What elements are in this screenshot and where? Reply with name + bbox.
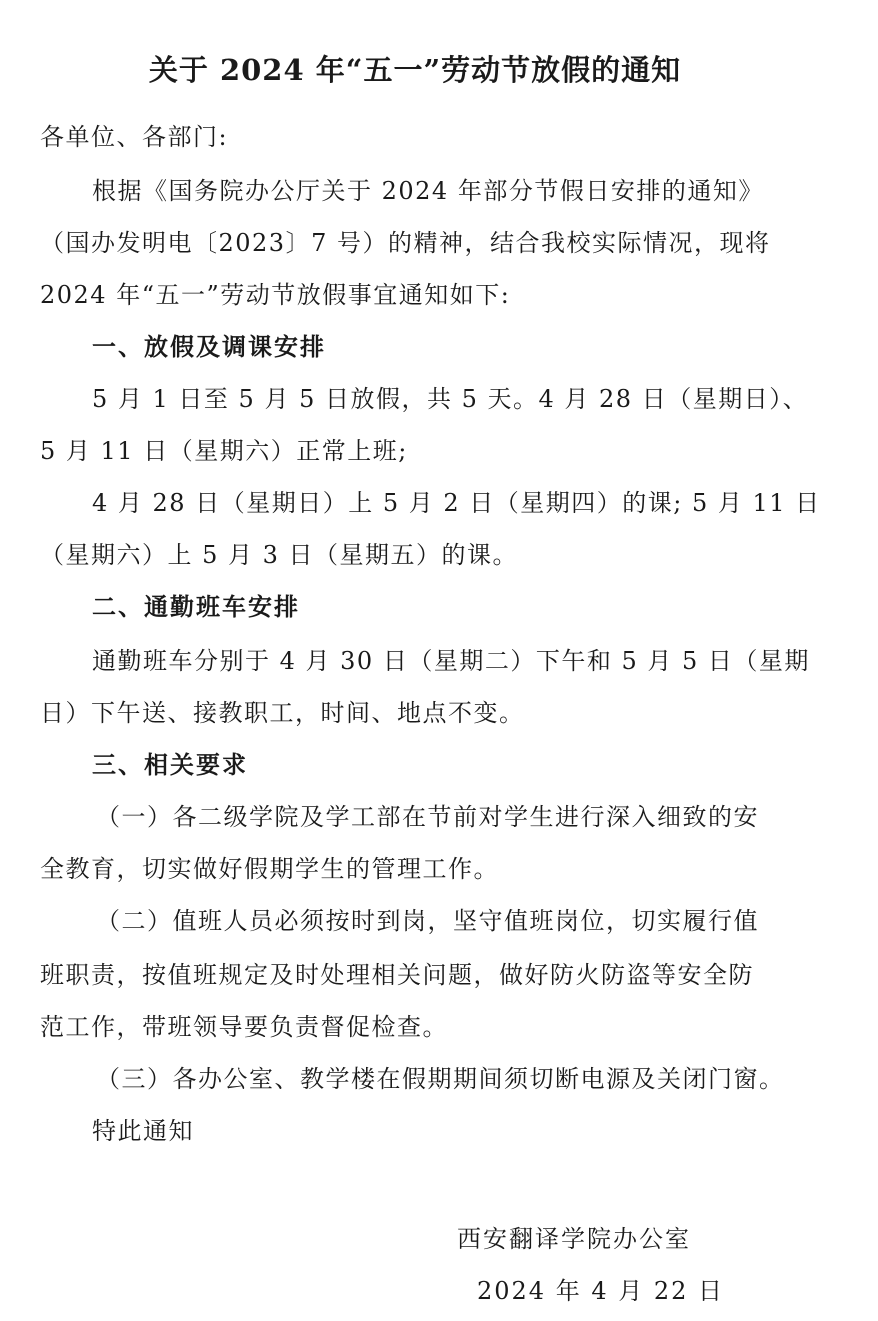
section-1-line-4: （星期六）上 5 月 3 日（星期五）的课。: [40, 541, 519, 569]
issuer-signature: 西安翻译学院办公室: [457, 1225, 691, 1253]
section-1-line-2: 5 月 11 日（星期六）正常上班;: [40, 437, 408, 465]
section-3-line-3: （二）值班人员必须按时到岗，坚守值班岗位，切实履行值: [96, 907, 759, 935]
section-1-line-1: 5 月 1 日至 5 月 5 日放假，共 5 天。4 月 28 日（星期日）、: [92, 385, 809, 413]
section-3-line-1: （一）各二级学院及学工部在节前对学生进行深入细致的安: [96, 803, 759, 831]
section-2-line-1: 通勤班车分别于 4 月 30 日（星期二）下午和 5 月 5 日（星期: [92, 647, 810, 675]
section-3-line-2: 全教育，切实做好假期学生的管理工作。: [40, 855, 499, 883]
section-3-line-6: （三）各办公室、教学楼在假期期间须切断电源及关闭门窗。: [96, 1065, 785, 1093]
salutation: 各单位、各部门:: [40, 123, 229, 151]
intro-line-1: 根据《国务院办公厅关于 2024 年部分节假日安排的通知》: [92, 177, 764, 205]
section-3-line-5: 范工作，带班领导要负责督促检查。: [40, 1013, 448, 1041]
intro-line-2: （国办发明电〔2023〕7 号）的精神，结合我校实际情况，现将: [40, 229, 771, 257]
section-heading-2: 二、通勤班车安排: [92, 592, 300, 621]
section-3-line-4: 班职责，按值班规定及时处理相关问题，做好防火防盗等安全防: [40, 961, 754, 989]
intro-line-3: 2024 年“五一”劳动节放假事宜通知如下:: [40, 281, 511, 309]
section-heading-1: 一、放假及调课安排: [92, 332, 326, 361]
notice-title: 关于 2024 年“五一”劳动节放假的通知: [148, 53, 682, 87]
section-heading-3: 三、相关要求: [92, 750, 248, 779]
section-1-line-3: 4 月 28 日（星期日）上 5 月 2 日（星期四）的课; 5 月 11 日: [92, 489, 821, 517]
issue-date: 2024 年 4 月 22 日: [477, 1277, 725, 1305]
section-2-line-2: 日）下午送、接教职工，时间、地点不变。: [40, 699, 525, 727]
closing-text: 特此通知: [92, 1117, 194, 1145]
